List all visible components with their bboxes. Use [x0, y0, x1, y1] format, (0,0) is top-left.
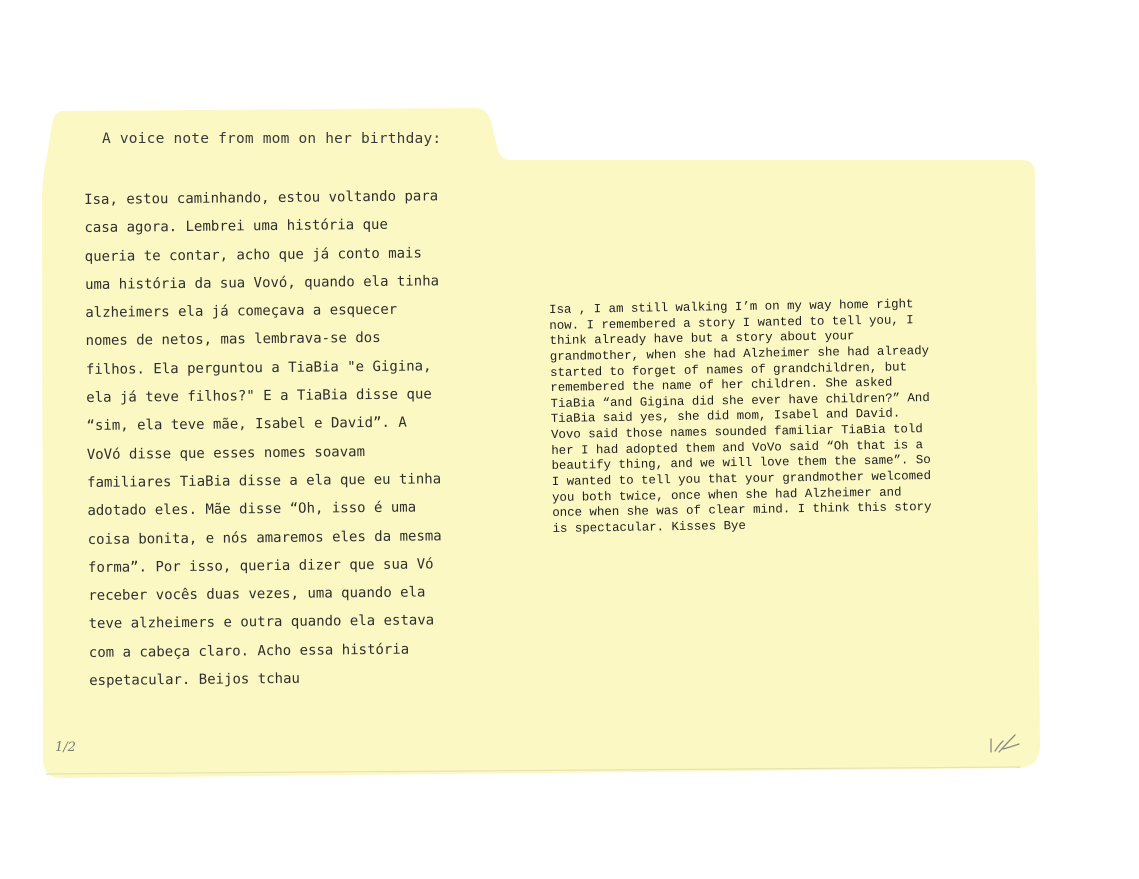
text-line: “sim, ela teve mãe, Isabel e David”. A: [86, 415, 407, 435]
text-line: com a cabeça claro. Acho essa história: [88, 641, 410, 661]
tab-title: A voice note from mom on her birthday:: [102, 131, 442, 147]
text-line: now. I remembered a story I wanted to tell you, I: [549, 312, 914, 333]
text-line: Isa , I am still walking I’m on my way home right: [549, 297, 914, 317]
text-line: is spectacular. Kisses Bye: [552, 518, 746, 536]
text-line: adotado eles. Mãe disse “Oh, isso é uma: [87, 499, 417, 520]
text-line: uma história da sua Vovó, quando ela tinha: [84, 273, 440, 293]
text-line: receber vocês duas vezes, uma quando ela: [88, 584, 426, 605]
text-line: nomes de netos, mas lembrava-se dos: [85, 330, 381, 350]
text-line: forma”. Por isso, queria dizer que sua Vó: [87, 556, 434, 576]
text-line: ela já teve filhos?" E a TiaBia disse que: [86, 386, 432, 407]
text-line: grandmother, when she had Alzheimer she had already: [549, 343, 930, 364]
text-line: Vovo said those names sounded familiar TiaBia told: [550, 422, 923, 443]
english-translation: [549, 296, 983, 537]
text-line: alzheimers ela já começava a esquecer: [85, 301, 398, 322]
text-line: I wanted to tell you that your grandmother welcomed: [551, 469, 932, 490]
text-line: teve alzheimers e outra quando ela estava: [88, 612, 435, 633]
text-line: started to forget of names of grandchildren, but: [549, 359, 908, 380]
text-line: filhos. Ela perguntou a TiaBia "e Gigina,: [85, 358, 432, 378]
text-line: TiaBia said yes, she did mom, Isabel and David.: [550, 406, 901, 427]
text-line: you both twice, once when she had Alzheimer and: [551, 485, 902, 505]
text-line: beautify thing, and we will love them the same”. So: [551, 453, 931, 474]
text-line: espetacular. Beijos tchau: [89, 670, 300, 690]
text-line: casa agora. Lembrei uma história que: [84, 217, 388, 237]
text-line: VoVó disse que esses nomes soavam: [86, 443, 366, 463]
text-line: queria te contar, acho que já conto mais: [84, 245, 422, 265]
text-line: coisa bonita, e nós amaremos eles da mesma: [87, 527, 442, 548]
text-line: think already have but a story about your: [549, 329, 855, 349]
text-line: familiares TiaBia disse a ela que eu tinha: [87, 471, 442, 491]
text-line: TiaBia “and Gigina did she ever have children?” And: [550, 390, 930, 411]
text-line: Isa, estou caminhando, estou voltando para: [84, 188, 439, 208]
text-line: once when she was of clear mind. I think this story: [552, 500, 932, 521]
portuguese-transcript: [84, 181, 519, 695]
text-line: her I had adopted them and VoVo said “Oh that is a: [551, 437, 924, 458]
text-line: remembered the name of her children. She asked: [550, 375, 893, 396]
page-number: 1/2: [55, 740, 76, 755]
